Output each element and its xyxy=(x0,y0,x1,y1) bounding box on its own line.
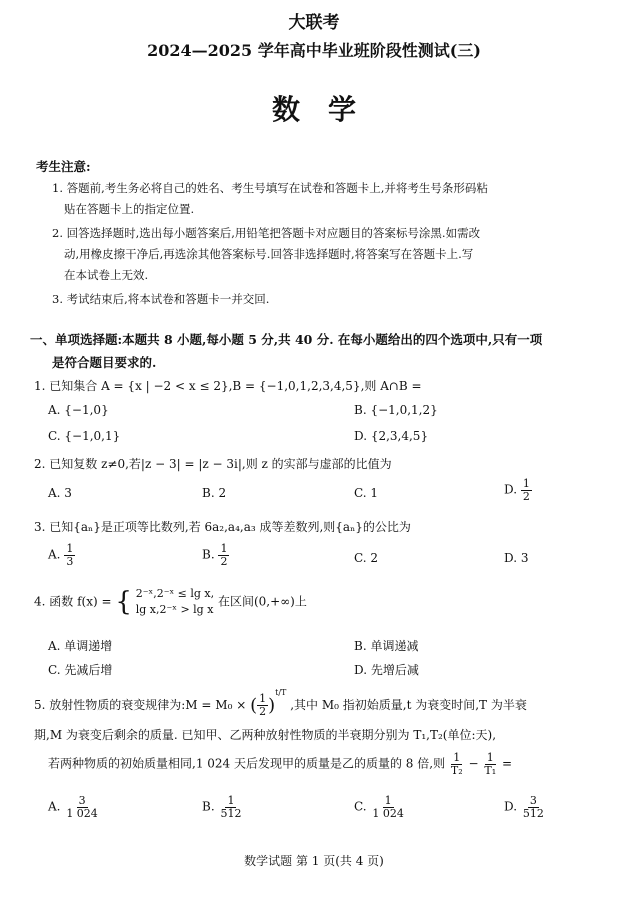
fraction xyxy=(482,752,498,776)
numerator: 1 xyxy=(227,794,235,807)
fraction xyxy=(218,795,243,819)
question-3-option-d: D. 3 xyxy=(504,551,529,565)
denominator: 2 xyxy=(220,554,228,568)
question-1-option-c: C. {−1,0,1} xyxy=(48,429,121,443)
denominator: 2 xyxy=(259,705,267,718)
denominator: T₂ xyxy=(450,763,463,777)
piecewise-definition xyxy=(136,586,214,618)
section-heading-cont: 是符合题目要求的. xyxy=(52,355,157,370)
question-5-line-1 xyxy=(34,688,527,718)
exam-title: 2024—2025 学年高中毕业班阶段性测试(三) xyxy=(147,41,481,60)
option-label: B. xyxy=(202,547,215,562)
numerator: 1 xyxy=(384,794,392,807)
numerator: 1 xyxy=(453,751,461,764)
numerator: 1 xyxy=(66,542,74,555)
question-2-option-c: C. 1 xyxy=(354,486,379,500)
denominator: 1 024 xyxy=(372,806,404,820)
denominator: 3 xyxy=(66,554,74,568)
numerator: 3 xyxy=(78,794,86,807)
exponent: t/T xyxy=(275,688,287,697)
exam-org-title: 大联考 xyxy=(288,13,340,33)
paren-left-icon: ( xyxy=(250,695,258,716)
question-2-option-b: B. 2 xyxy=(202,486,227,500)
question-2-stem: 2. 已知复数 z≠0,若|z − 3| = |z − 3i|,则 z 的实部与虚部的比值为 xyxy=(34,457,392,471)
subject-title: 数学 xyxy=(271,93,384,126)
fraction xyxy=(64,795,100,819)
question-3-option-a xyxy=(48,543,75,567)
question-3-option-b xyxy=(202,543,229,567)
piece-case-2: lg x,2⁻ˣ > lg x xyxy=(135,602,214,616)
notice-heading: 考生注意: xyxy=(36,159,91,174)
question-1-stem: 1. 已知集合 A = {x | −2 < x ≤ 2},B = {−1,0,1,2,3,4,5},则 A∩B = xyxy=(34,379,422,393)
fraction xyxy=(257,693,268,717)
question-4-option-c: C. 先减后增 xyxy=(48,663,113,677)
question-2-option-d xyxy=(504,478,532,502)
option-label: A. xyxy=(48,547,61,562)
question-1-option-b: B. {−1,0,1,2} xyxy=(354,403,438,417)
fraction xyxy=(449,752,465,776)
fraction xyxy=(370,795,406,819)
denominator: T₁ xyxy=(484,763,497,777)
denominator: 512 xyxy=(522,806,544,820)
question-5-option-c xyxy=(354,795,406,819)
question-5-option-b xyxy=(202,795,243,819)
option-label: D. xyxy=(504,799,518,814)
fraction xyxy=(218,543,229,567)
option-label: A. xyxy=(48,799,61,814)
page-footer: 数学试题 第 1 页(共 4 页) xyxy=(244,854,384,868)
question-4-option-a: A. 单调递增 xyxy=(48,639,113,653)
question-2-option-a: A. 3 xyxy=(48,486,72,500)
notice-line: 3. 考试结束后,将本试卷和答题卡一并交回. xyxy=(52,292,270,306)
denominator: 512 xyxy=(220,806,242,820)
numerator: 1 xyxy=(486,751,494,764)
question-5-line-2: 期,M 为衰变后剩余的质量. 已知甲、乙两种放射性物质的半衰期分别为 T₁,T₂(单位:天), xyxy=(34,728,497,742)
interval-text: 在区间(0,+∞)上 xyxy=(217,594,307,609)
notice-line: 动,用橡皮擦干净后,再选涂其他答案标号.回答非选择题时,将答案写在答题卡上.写 xyxy=(64,247,474,261)
fraction xyxy=(64,543,75,567)
question-3-stem: 3. 已知{aₙ}是正项等比数列,若 6a₂,a₄,a₃ 成等差数列,则{aₙ}的公比为 xyxy=(34,520,411,534)
question-5-option-d xyxy=(504,795,546,819)
question-1-option-a: A. {−1,0} xyxy=(48,403,109,417)
formula-description: ,其中 M₀ 指初始质量,t 为衰变时间,T 为半衰 xyxy=(290,698,527,712)
question-5-line-3 xyxy=(48,752,512,776)
fraction xyxy=(521,478,532,502)
question-3-option-c: C. 2 xyxy=(354,551,379,565)
numerator: 1 xyxy=(522,477,530,490)
notice-line: 在本试卷上无效. xyxy=(64,268,149,282)
numerator: 1 xyxy=(259,692,267,706)
option-label: B. xyxy=(202,799,215,814)
notice-line: 1. 答题前,考生务必将自己的姓名、考生号填写在试卷和答题卡上,并将考生号条形码粘 xyxy=(52,181,488,195)
notice-line: 贴在答题卡上的指定位置. xyxy=(64,202,195,216)
question-4-option-d: D. 先增后减 xyxy=(354,663,419,677)
piece-case-1: 2⁻ˣ,2⁻ˣ ≤ lg x, xyxy=(135,587,215,600)
denominator: 1 024 xyxy=(66,806,98,820)
section-heading: 一、单项选择题:本题共 8 小题,每小题 5 分,共 40 分. 在每小题给出的四个选项中,只有一项 xyxy=(30,332,543,347)
question-1-option-d: D. {2,3,4,5} xyxy=(354,429,429,443)
brace-icon: { xyxy=(115,586,132,617)
notice-line: 2. 回答选择题时,选出每小题答案后,用铅笔把答题卡对应题目的答案标号涂黑.如需改 xyxy=(52,226,481,240)
function-label: 4. 函数 f(x) = xyxy=(34,594,112,609)
formula-text: 5. 放射性物质的衰变规律为:M = M₀ × xyxy=(34,698,247,712)
numerator: 3 xyxy=(529,794,537,807)
minus-sign: − xyxy=(468,756,479,771)
question-4-option-b: B. 单调递减 xyxy=(354,639,419,653)
question-4-stem xyxy=(34,586,307,618)
equals-sign: = xyxy=(501,756,513,771)
fraction xyxy=(521,795,546,819)
denominator: 2 xyxy=(522,489,530,503)
paren-right-icon: ) xyxy=(268,695,276,716)
condition-text: 若两种物质的初始质量相同,1 024 天后发现甲的质量是乙的质量的 8 倍,则 xyxy=(48,756,446,771)
option-label: C. xyxy=(354,799,367,814)
option-label: D. xyxy=(504,482,518,497)
question-5-option-a xyxy=(48,795,100,819)
numerator: 1 xyxy=(220,542,228,555)
